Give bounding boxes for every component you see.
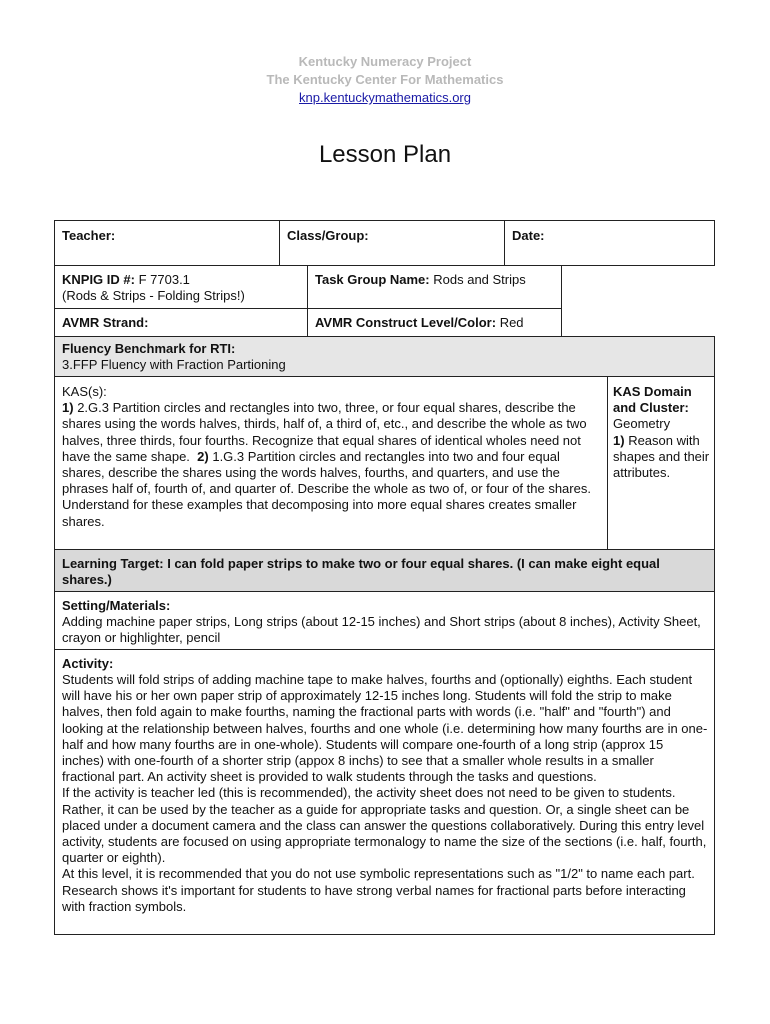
activity-paragraph-1: Students will fold strips of adding machine tape to make halves, fourths and (optionally) eighths. Each student will have his or her own paper strip of approximately 12-15 inches long. Students will fold the strip to make halves, then fold again to make fourths, naming the fractional parts with words (i.e. "half" and "fourth") and looking at the relationship between halves, fourths and one whole (i.e. determining how many fourths are in one-half and how many fourths are in one-whole). Students will compare one-fourth of a long strip (approx 15 inches) with one-fourth of a shorter strip (appox 8 inchs) to see that a smaller whole results in a smaller fractional part. An activity sheet is provided to walk students through the tasks and questions. (62, 672, 708, 785)
task-group-label: Task Group Name: (315, 272, 430, 287)
activity-paragraph-2: If the activity is teacher led (this is recommended), the activity sheet does not need to be given to students. Rather, it can be used by the teacher as a guide for appropriate tasks and question. Or, a single sheet can be placed under a document camera and the class can answer the questions collaboratively. During this entry level activity, students are focused on using appropriate termonalogy to name the size of the sections (i.e. half, fourth, quarter or eighth). (62, 785, 707, 866)
setting-label: Setting/Materials: (62, 598, 171, 613)
avmr-construct (315, 315, 555, 331)
knpig-id (62, 272, 302, 304)
knpig-subtitle: (Rods & Strips - Folding Strips!) (62, 288, 245, 304)
fluency-label: Fluency Benchmark for RTI: (62, 341, 236, 356)
kas-standard-2: 1.G.3 Partition circles and rectangles into two and four equal shares, describe the shares using the words halves, fourths, and quarters, and use the phrases half of, fourth of, and quarter of. Describe the whole as two of, or four of the shares. Understand for these examples that decomposing into more equal shares creates smaller shares. (62, 448, 591, 529)
knpig-id-value: F 7703.1 (138, 272, 190, 287)
setting-text: Adding machine paper strips, Long strips (about 12-15 inches) and Short strips (about 8 inches), Activity Sheet, crayon or highlighter, pencil (62, 614, 701, 646)
task-group-value: Rods and Strips (433, 272, 526, 287)
kas-cluster-num: 1) (613, 432, 625, 448)
kas-num-1: 1) (62, 400, 74, 416)
kas-label: KAS(s): (62, 384, 107, 399)
website-link[interactable]: knp.kentuckymathematics.org (299, 90, 471, 105)
avmr-strand-label: AVMR Strand: (62, 315, 149, 330)
date-label: Date: (512, 228, 545, 243)
class-group-label: Class/Group: (287, 228, 369, 243)
task-group (315, 272, 555, 288)
teacher-label: Teacher: (62, 228, 116, 243)
center-name: The Kentucky Center For Mathematics (266, 72, 504, 87)
activity-label: Activity: (62, 656, 114, 671)
learning-target: Learning Target: I can fold paper strips to make two or four equal shares. (I can make eight equal shares.) (62, 556, 660, 588)
kas-domain-value: Geometry (613, 416, 671, 432)
page-title: Lesson Plan (318, 141, 452, 168)
org-name: Kentucky Numeracy Project (298, 54, 472, 69)
header-row (54, 220, 715, 266)
kas-domain (613, 384, 711, 481)
kas-standard-1: 2.G.3 Partition circles and rectangles into two, three, or four equal shares, describe the shares using the words halves, thirds, half of, a third of, etc., and describe the whole as two halves, three thirds, four fourths. Recognize that equal shares of identical wholes need not have the same shape. (62, 400, 587, 464)
kas-standards (62, 384, 604, 530)
avmr-construct-value: Red (499, 315, 524, 330)
activity-text (62, 672, 708, 915)
kas-cluster-value: Reason with shapes and their attributes. (613, 432, 710, 481)
avmr-construct-label: AVMR Construct Level/Color: (315, 315, 497, 330)
knpig-id-label: KNPIG ID #: (62, 272, 135, 287)
kas-num-2: 2) (197, 448, 209, 464)
activity-paragraph-3: At this level, it is recommended that you do not use symbolic representations such as "1/2" to name each part. Research shows it's important for students to have strong verbal names for fractional parts before interacting with fraction symbols. (62, 866, 695, 914)
kas-domain-label: KAS Domain and Cluster: (613, 384, 692, 416)
fluency-value: 3.FFP Fluency with Fraction Partioning (62, 357, 286, 372)
